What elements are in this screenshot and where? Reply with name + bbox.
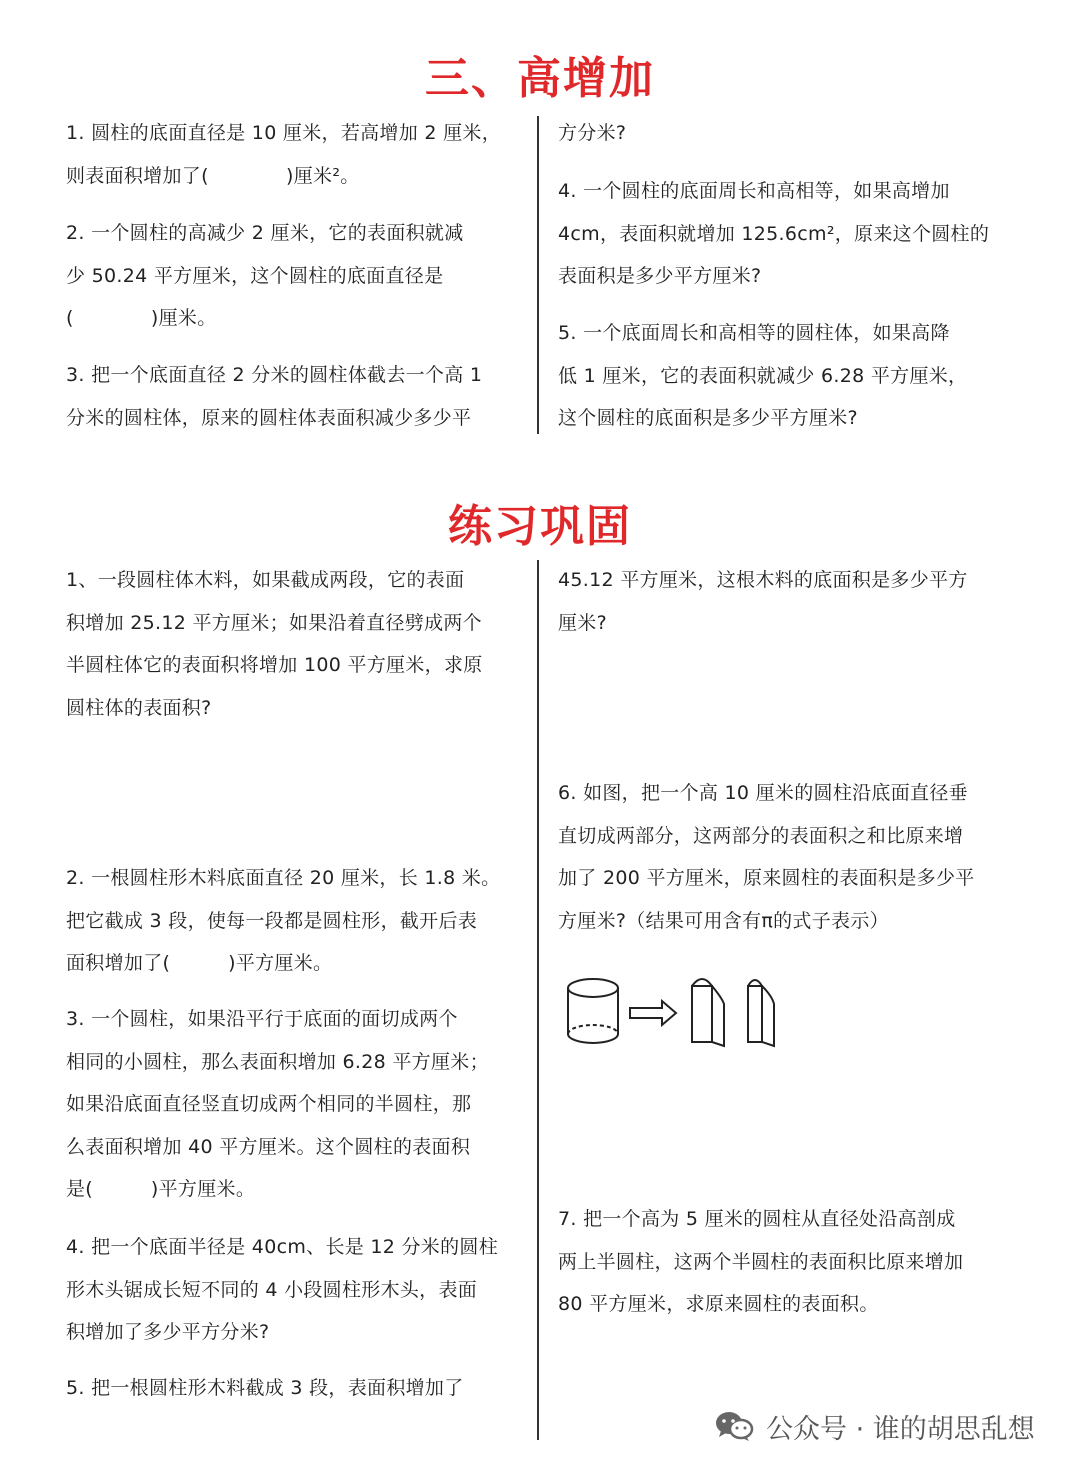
question-3: 3. 把一个底面直径 2 分米的圆柱体截去一个高 1 分米的圆柱体，原来的圆柱体表面积减少多少平 — [66, 364, 483, 429]
question-1: 1. 圆柱的底面直径是 10 厘米，若高增加 2 厘米， 则表面积增加了( )厘米²。 — [66, 122, 501, 187]
practice-question-3: 3. 一个圆柱，如果沿平行于底面的面切成两个 相同的小圆柱，那么表面积增加 6.28 平方厘米； 如果沿底面直径竖直切成两个相同的半圆柱，那 么表面积增加 40 平方厘米。这个圆柱的表面积 是( )平方厘米。 — [66, 1008, 489, 1200]
column-divider — [537, 116, 539, 434]
wechat-watermark — [714, 1406, 1035, 1446]
column-divider — [537, 560, 539, 1440]
section-title-height-increase: 三、高增加 — [425, 53, 655, 104]
practice-question-5-continued: 45.12 平方厘米，这根木料的底面积是多少平方 厘米? — [558, 569, 968, 634]
cylinder-shape — [568, 979, 618, 1043]
question-4: 4. 一个圆柱的底面周长和高相等，如果高增加 4cm，表面积就增加 125.6cm²，原来这个圆柱的 表面积是多少平方厘米? — [558, 180, 990, 287]
half-cylinder-right — [748, 980, 774, 1046]
half-cylinder-left — [692, 979, 724, 1046]
watermark-text: 公众号 · 谁的胡思乱想 — [766, 1413, 1035, 1445]
section-title-practice: 练习巩固 — [448, 501, 632, 552]
question-2: 2. 一个圆柱的高减少 2 厘米，它的表面积就减 少 50.24 平方厘米，这个圆柱的底面直径是 ( )厘米。 — [66, 222, 464, 329]
practice-question-1: 1、一段圆柱体木料，如果截成两段，它的表面 积增加 25.12 平方厘米；如果沿着直径劈成两个 半圆柱体它的表面积将增加 100 平方厘米，求原 圆柱体的表面积? — [66, 569, 483, 719]
practice-question-5: 5. 把一根圆柱形木料截成 3 段，表面积增加了 — [66, 1377, 464, 1399]
practice-question-6: 6. 如图，把一个高 10 厘米的圆柱沿底面直径垂 直切成两部分，这两部分的表面积之和比原来增 加了 200 平方厘米，原来圆柱的表面积是多少平 方厘米?（结果可用含有π的式子表示） — [558, 782, 975, 932]
practice-question-4: 4. 把一个底面半径是 40cm、长是 12 分米的圆柱 形木头锯成长短不同的 4 小段圆柱形木头，表面 积增加了多少平方分米? — [66, 1236, 498, 1343]
question-3-continued: 方分米? — [558, 122, 627, 144]
practice-question-2: 2. 一根圆柱形木料底面直径 20 厘米，长 1.8 米。 把它截成 3 段，使每一段都是圆柱形，截开后表 面积增加了( )平方厘米。 — [66, 867, 501, 974]
wechat-icon — [714, 1410, 754, 1442]
arrow-icon — [630, 1001, 676, 1025]
practice-question-7: 7. 把一个高为 5 厘米的圆柱从直径处沿高剖成 两上半圆柱，这两个半圆柱的表面积比原来增加 80 平方厘米，求原来圆柱的表面积。 — [558, 1208, 964, 1315]
cylinder-cut-figure — [562, 970, 792, 1060]
question-5: 5. 一个底面周长和高相等的圆柱体，如果高降 低 1 厘米，它的表面积就减少 6.28 平方厘米， 这个圆柱的底面积是多少平方厘米? — [558, 322, 968, 429]
